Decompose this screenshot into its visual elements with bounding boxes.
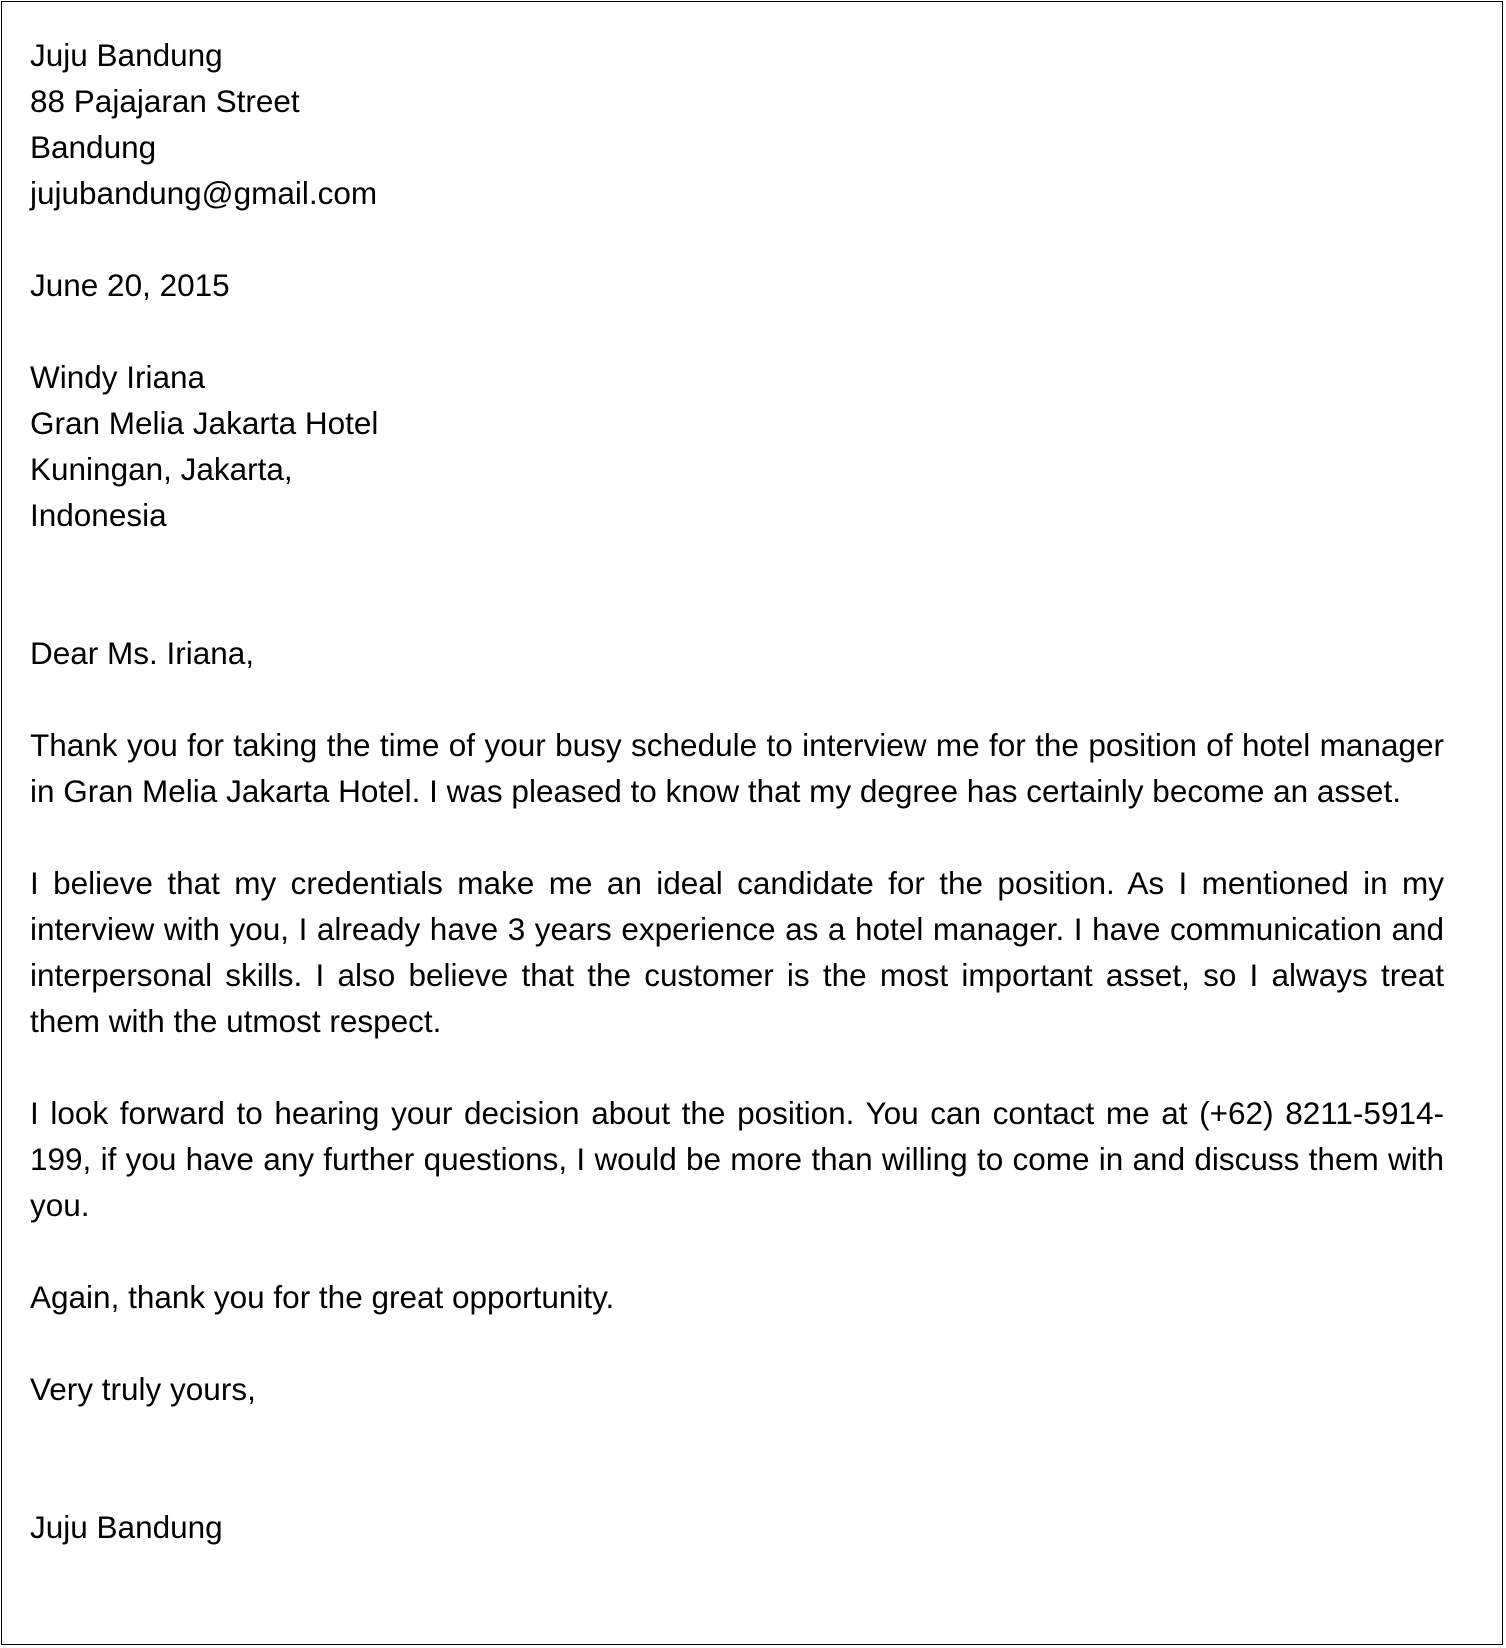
recipient-country: Indonesia: [30, 497, 167, 533]
body-paragraph-2: I believe that my credentials make me an ideal candidate for the position. As I mentioned in my interview with you, I already have 3 years experience as a hotel manager. I have communication and interpersonal skills. I also believe that the customer is the most important asset, so I always treat them with the utmost respect.: [30, 865, 1444, 1039]
sender-address-block: [30, 32, 1444, 216]
sender-name: Juju Bandung: [30, 37, 223, 73]
spacer: [30, 814, 1444, 860]
recipient-address-block: [30, 354, 1444, 538]
sender-city: Bandung: [30, 129, 157, 165]
spacer: [30, 1044, 1444, 1090]
salutation: Dear Ms. Iriana,: [30, 635, 255, 671]
spacer: [30, 538, 1444, 630]
signature-name: Juju Bandung: [30, 1509, 223, 1545]
sender-street: 88 Pajajaran Street: [30, 83, 300, 119]
sender-email: jujubandung@gmail.com: [30, 175, 378, 211]
letter-document: [1, 1, 1503, 1645]
body-paragraph-4: Again, thank you for the great opportunity.: [30, 1279, 615, 1315]
spacer: [30, 676, 1444, 722]
spacer: [30, 1228, 1444, 1274]
recipient-name: Windy Iriana: [30, 359, 206, 395]
closing: Very truly yours,: [30, 1371, 256, 1407]
spacer: [30, 308, 1444, 354]
spacer: [30, 1320, 1444, 1366]
body-paragraph-3: I look forward to hearing your decision about the position. You can contact me at (+62) 8211-5914-199, if you have any further questions, I would be more than willing to come in and discuss them with you.: [30, 1095, 1444, 1223]
signature-space: [30, 1412, 1444, 1504]
spacer: [30, 216, 1444, 262]
recipient-company: Gran Melia Jakarta Hotel: [30, 405, 379, 441]
body-paragraph-1: Thank you for taking the time of your busy schedule to interview me for the position of hotel manager in Gran Melia Jakarta Hotel. I was pleased to know that my degree has certainly become an asset.: [30, 727, 1444, 809]
letter-date: June 20, 2015: [30, 267, 230, 303]
recipient-district: Kuningan, Jakarta,: [30, 451, 293, 487]
